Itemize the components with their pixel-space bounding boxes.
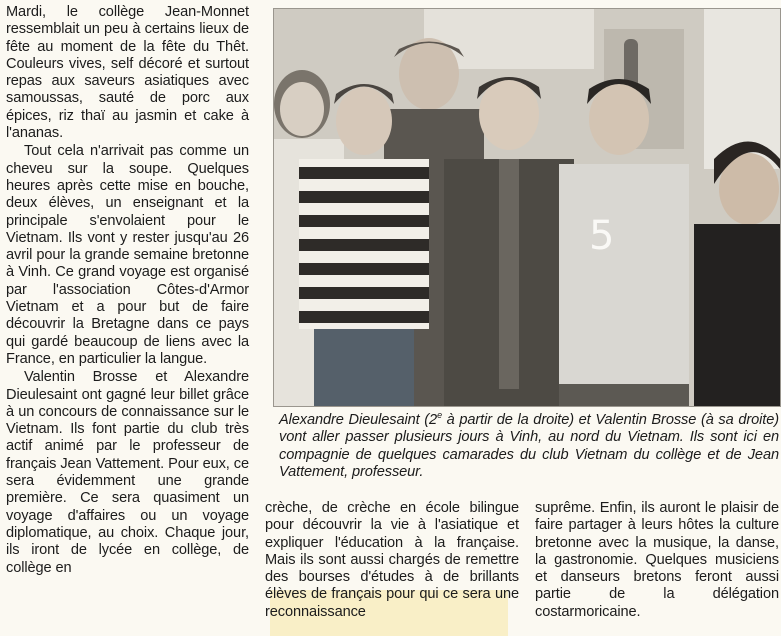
striped-shirt bbox=[299, 159, 429, 329]
article-right-column bbox=[535, 500, 779, 622]
caption-text: Alexandre Dieulesaint (2 bbox=[279, 411, 438, 428]
article-middle-column bbox=[265, 500, 519, 622]
group-photo bbox=[273, 8, 781, 407]
article-paragraph: Tout cela n'arrivait pas comme un cheveu sur la soupe. Quelques heures après cette mise en bouche, deux élèves, un enseignant et la principale s'envolaient pour le Vietnam. Ils vont y rester jusqu'au 26 avril pour la grande semaine bretonne à Vinh. Ce grand voyage est organisé par l'association Côtes-d'Armor Vietnam et a pour but de faire découvrir la Bretagne dans ce pays qui gardé beaucoup de liens avec la France, en particulier la langue. bbox=[6, 143, 249, 367]
article-paragraph: suprême. Enfin, ils auront le plaisir de faire partager à leurs hôtes la culture bretonne avec la musique, la danse, la gastronomie. Quelques musiciens et danseurs bretons feront aussi partie de la délégation costarmoricaine. bbox=[535, 500, 779, 620]
article-paragraph: Valentin Brosse et Alexandre Dieulesaint ont gagné leur billet grâce à un concours de connaissance sur le Vietnam. Ils font partie du club très actif animé par le professeur de français Jean Vattement. Pour eux, ce sera évidemment une grande première. Ce sera quasiment un voyage d'affaires ou un voyage diplomatique, au choix. Chaque jour, ils iront de lycée en collège, de collège en bbox=[6, 369, 249, 576]
caption-superscript: e bbox=[437, 410, 442, 420]
photo-caption bbox=[279, 407, 779, 481]
article-paragraph: crèche, de crèche en école bilingue pour découvrir la vie à l'asiatique et expliquer l'éducation à la française. Mais ils sont aussi chargés de remettre des bourses d'études à de brillants élèves de français pour qui ce sera une reconnaissance bbox=[265, 500, 519, 620]
article-left-column bbox=[6, 4, 249, 578]
photo-illustration bbox=[274, 9, 780, 406]
caption-text: à partir de la droite) et Valentin Brosse (à sa droite) vont aller passer plusieurs jours à Vinh, au nord du Vietnam. Ils sont ici en compagnie de quelques camarades du club Vietnam du collège et de Jean Vattement, professeur. bbox=[279, 411, 779, 481]
article-paragraph: Mardi, le collège Jean-Monnet ressemblait un peu à certains lieux de fête au moment de la fête du Thêt. Couleurs vives, self décoré et surtout repas aux saveurs asiatiques avec samoussas, sauté de porc aux épices, riz thaï au jasmin et cake à l'ananas. bbox=[6, 4, 249, 142]
sweatshirt-number: 5 bbox=[589, 213, 615, 259]
